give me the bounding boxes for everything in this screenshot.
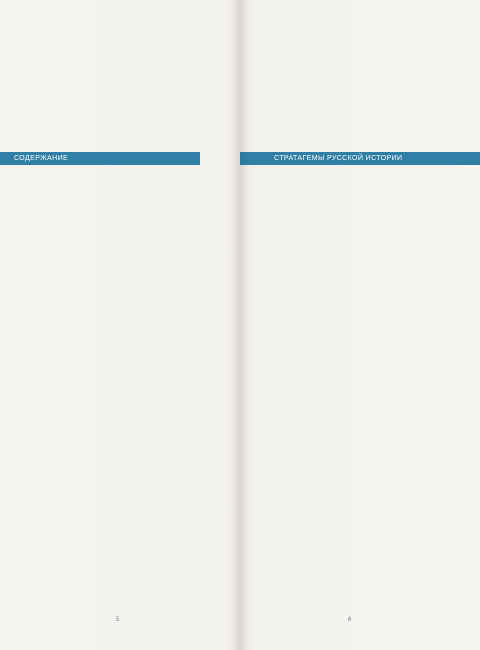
left-running-head: СОДЕРЖАНИЕ [14, 155, 69, 162]
left-page-number: 5 [116, 617, 120, 623]
right-page-number: 6 [348, 617, 352, 623]
right-running-head: СТРАТАГЕМЫ РУССКОЙ ИСТОРИИ [274, 155, 403, 162]
right-page [240, 0, 480, 650]
gutter-shadow [232, 0, 248, 650]
